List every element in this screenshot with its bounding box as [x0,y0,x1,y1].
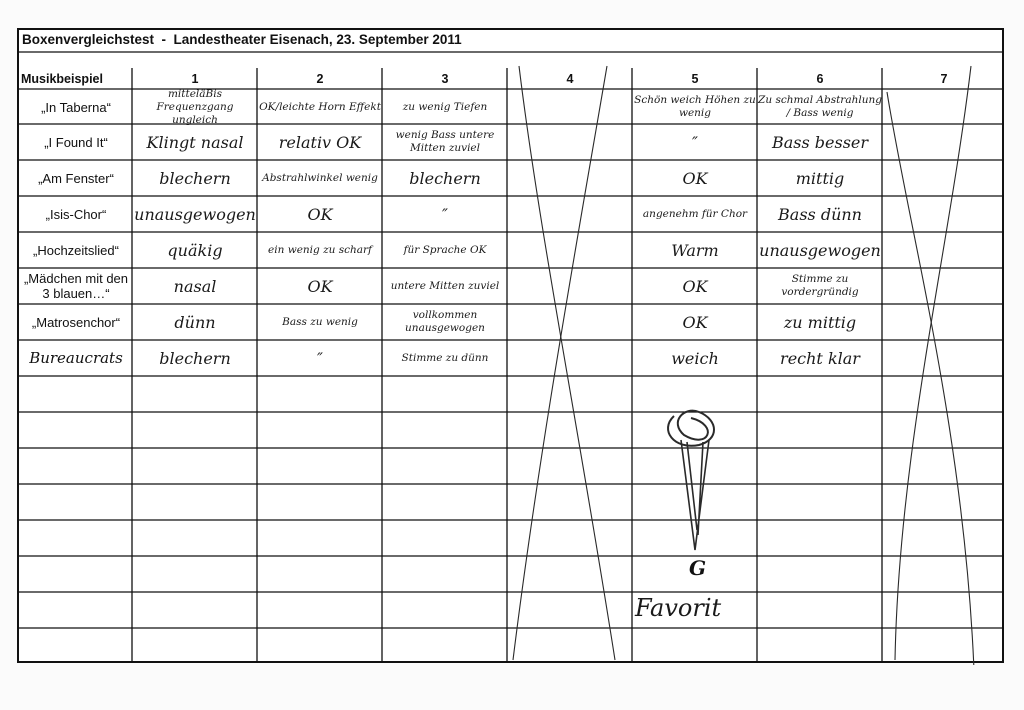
comparison-sheet [17,28,1004,663]
scribble-knot [668,411,714,446]
cell-r2-c5: ″ [692,132,698,152]
cross-out-stroke [887,92,974,665]
header-col-4: 4 [566,72,574,86]
cell-r4-c1: unausgewogen [134,204,256,224]
cell-r6-c1: nasal [173,276,217,296]
cell-r7-c1: dünn [174,312,216,332]
cell-r2-c6: Bass besser [771,132,869,152]
cell-r3-c6: mittig [795,168,845,188]
cell-r4-c5: angenehm für Chor [642,207,748,220]
cell-r4-c3: ″ [442,204,448,224]
cell-r6-c3: untere Mitten zuviel [390,279,500,292]
cell-r7-c6: zu mittig [783,312,857,332]
cell-r2-c1: Klingt nasal [146,132,244,152]
cross-out-stroke [895,66,971,660]
row-label-am-fenster: „Am Fenster“ [38,170,114,186]
header-col-2: 2 [316,72,324,86]
cell-r2-c3: wenig Bass untere Mitten zuviel [395,129,495,154]
cell-r1-c3: zu wenig Tiefen [402,100,488,113]
cell-r7-c5: OK [682,312,708,332]
exclamation-stroke [681,440,709,550]
cell-r5-c6: unausgewogen [759,240,881,260]
cell-r6-c6: Stimme zu vordergründig [781,273,859,298]
row-label-matrosenchor: „Matrosenchor“ [31,314,121,330]
row-label-in-taberna: „In Taberna“ [41,99,111,115]
cell-r1-c6: Zu schmal Abstrahlung / Bass wenig [758,94,882,119]
cell-r8-c2: ″ [317,348,323,368]
header-col-6: 6 [816,72,824,86]
cell-r6-c2: OK [307,276,333,296]
cell-r8-c1: blechern [159,348,231,368]
header-musikbeispiel: Musikbeispiel [21,72,103,86]
cell-r3-c2: Abstrahlwinkel wenig [262,171,378,184]
header-col-3: 3 [441,72,449,86]
cell-r5-c2: ein wenig zu scharf [268,243,372,256]
cell-r3-c1: blechern [159,168,231,188]
sheet-title: Boxenvergleichstest - Landestheater Eisenach, 23. September 2011 [22,32,462,47]
cell-r1-c2: OK/leichte Horn Effekt [259,100,381,113]
cell-r4-c6: Bass dünn [778,204,862,224]
cell-r6-c5: OK [682,276,708,296]
cell-r8-c3: Stimme zu dünn [401,351,489,364]
header-col-5: 5 [691,72,699,86]
row-label-hochzeitslied: „Hochzeitslied“ [33,242,119,258]
favorit-annotation: Favorit [635,594,722,622]
cell-r5-c3: für Sprache OK [403,243,487,256]
cross-out-stroke [519,66,615,660]
header-col-1: 1 [191,72,199,86]
cell-r5-c5: Warm [671,240,719,260]
cell-r5-c1: quäkig [167,240,223,260]
cell-r1-c1: mitteläBis Frequenzgang ungleich [156,87,234,126]
cell-r3-c3: blechern [409,168,481,188]
cell-r4-c2: OK [307,204,333,224]
cell-r8-c6: recht klar [780,348,860,368]
g-mark-annotation: G [689,556,707,580]
row-label-maedchen: „Mädchen mit den 3 blauen…“ [23,271,129,301]
cross-out-stroke [513,66,607,660]
row-label-i-found-it: „I Found It“ [44,134,108,150]
cell-r7-c2: Bass zu wenig [282,315,358,328]
header-col-7: 7 [940,72,948,86]
cell-r1-c5: Schön weich Höhen zu wenig [634,94,756,119]
cell-r8-c5: weich [671,348,719,368]
row-label-bureaucrats: Bureaucrats [29,349,123,367]
row-label-isis-chor: „Isis-Chor“ [45,206,107,222]
cell-r7-c3: vollkommen unausgewogen [405,309,485,334]
cell-r3-c5: OK [682,168,708,188]
cell-r2-c2: relativ OK [278,132,362,152]
